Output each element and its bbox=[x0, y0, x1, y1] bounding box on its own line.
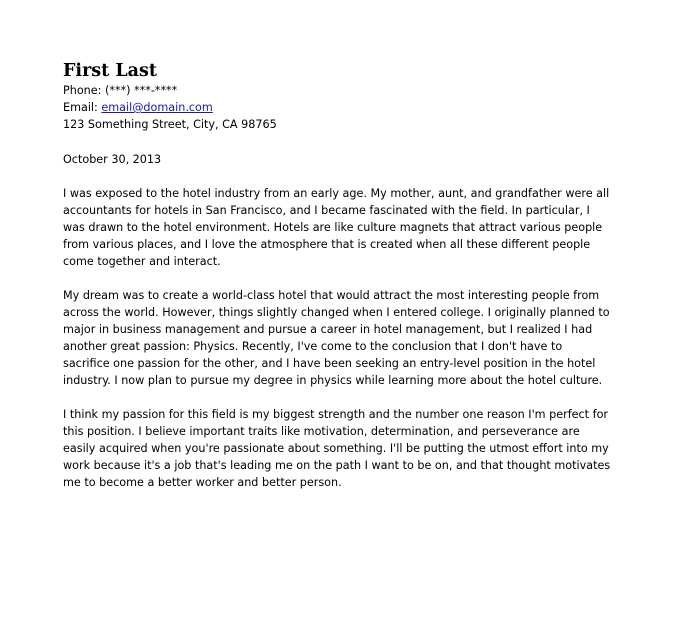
phone-label: Phone: bbox=[63, 84, 105, 97]
address-line: 123 Something Street, City, CA 98765 bbox=[63, 118, 277, 131]
phone-line bbox=[63, 82, 611, 99]
letter-date: October 30, 2013 bbox=[63, 153, 162, 166]
body-paragraph-3: I think my passion for this field is my biggest strength and the number one reason I'm perfect for this position. I believe important traits like motivation, determination, and perseverance are easily acquired when you're passionate about something. I'll be putting the utmost effort into my work because it's a job that's leading me on the path I want to be on, and that thought motivates me to become a better worker and better person. bbox=[63, 408, 611, 489]
email-link[interactable]: email@domain.com bbox=[101, 101, 213, 114]
phone-value: (***) ***-**** bbox=[104, 84, 178, 97]
cover-letter bbox=[63, 60, 611, 491]
email-label: Email: bbox=[63, 101, 102, 114]
email-line bbox=[63, 99, 611, 116]
body-paragraph-1: I was exposed to the hotel industry from an early age. My mother, aunt, and grandfather were all accountants for hotels in San Francisco, and I became fascinated with the field. In particular, I was drawn to the hotel environment. Hotels are like culture magnets that attract various people from various places, and I love the atmosphere that is created when all these different people come together and interact. bbox=[63, 187, 610, 268]
sender-name: First Last bbox=[63, 61, 157, 81]
body-paragraph-2: My dream was to create a world-class hotel that would attract the most interesting people from across the world. However, things slightly changed when I entered college. I originally planned to major in business management and pursue a career in hotel management, but I realized I had another great passion: Physics. Recently, I've come to the conclusion that I don't have to sacrifice one passion for the other, and I have been seeking an entry-level position in the hotel industry. I now plan to pursue my degree in physics while learning more about the hotel culture. bbox=[63, 289, 610, 387]
